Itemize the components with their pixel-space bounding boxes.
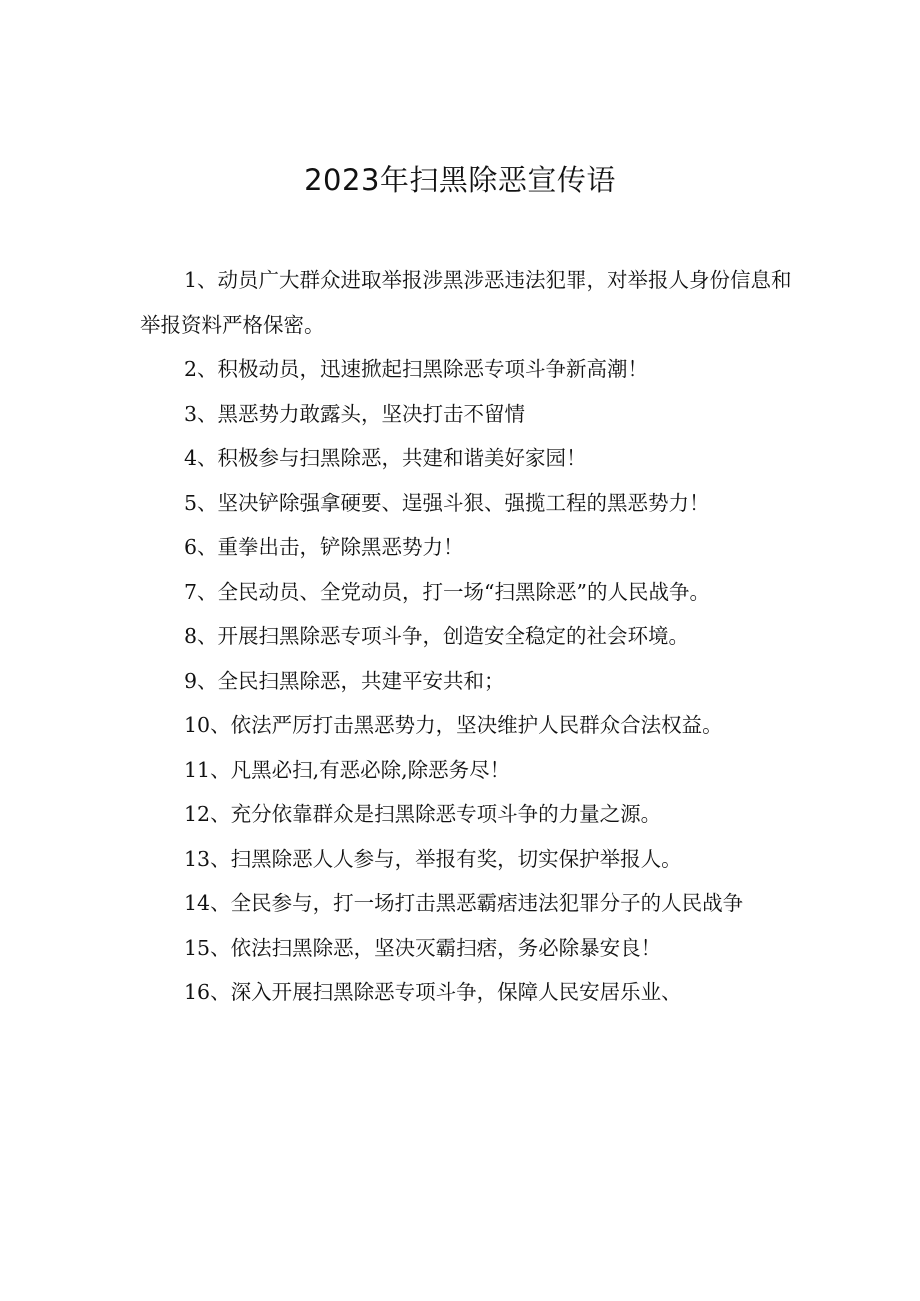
slogan-item-1: 1、动员广大群众进取举报涉黑涉恶违法犯罪，对举报人身份信息和举报资料严格保密。 <box>140 268 792 337</box>
slogan-item-9: 9、全民扫黑除恶，共建平安共和； <box>184 668 505 693</box>
slogan-item-10: 10、依法严厉打击黑恶势力，坚决维护人民群众合法权益。 <box>184 713 723 737</box>
slogan-item-12: 12、充分依靠群众是扫黑除恶专项斗争的力量之源。 <box>184 802 662 826</box>
page-title: 2023年扫黑除恶宣传语 <box>304 163 616 197</box>
slogan-item-7: 7、全民动员、全党动员，打一场“扫黑除恶”的人民战争。 <box>184 579 711 604</box>
slogan-item-2: 2、积极动员，迅速掀起扫黑除恶专项斗争新高潮！ <box>184 357 649 381</box>
slogan-item-16: 16、深入开展扫黑除恶专项斗争，保障人民安居乐业、 <box>184 980 682 1004</box>
slogan-item-5: 5、坚决铲除强拿硬要、逞强斗狠、强揽工程的黑恶势力！ <box>184 490 710 515</box>
slogan-item-15: 15、依法扫黑除恶，坚决灭霸扫痞，务必除暴安良！ <box>184 935 662 960</box>
slogan-item-6: 6、重拳出击，铲除黑恶势力！ <box>184 535 464 559</box>
slogan-item-8: 8、开展扫黑除恶专项斗争，创造安全稳定的社会环境。 <box>184 624 690 648</box>
slogan-item-11: 11、凡黑必扫,有恶必除,除恶务尽！ <box>184 757 511 782</box>
slogan-list <box>140 258 800 1015</box>
slogan-item-14: 14、全民参与，打一场打击黑恶霸痞违法犯罪分子的人民战争 <box>184 891 744 915</box>
slogan-item-13: 13、扫黑除恶人人参与，举报有奖，切实保护举报人。 <box>184 846 682 871</box>
slogan-item-3: 3、黑恶势力敢露头，坚决打击不留情 <box>184 401 526 426</box>
slogan-item-4: 4、积极参与扫黑除恶，共建和谐美好家园！ <box>184 446 587 470</box>
